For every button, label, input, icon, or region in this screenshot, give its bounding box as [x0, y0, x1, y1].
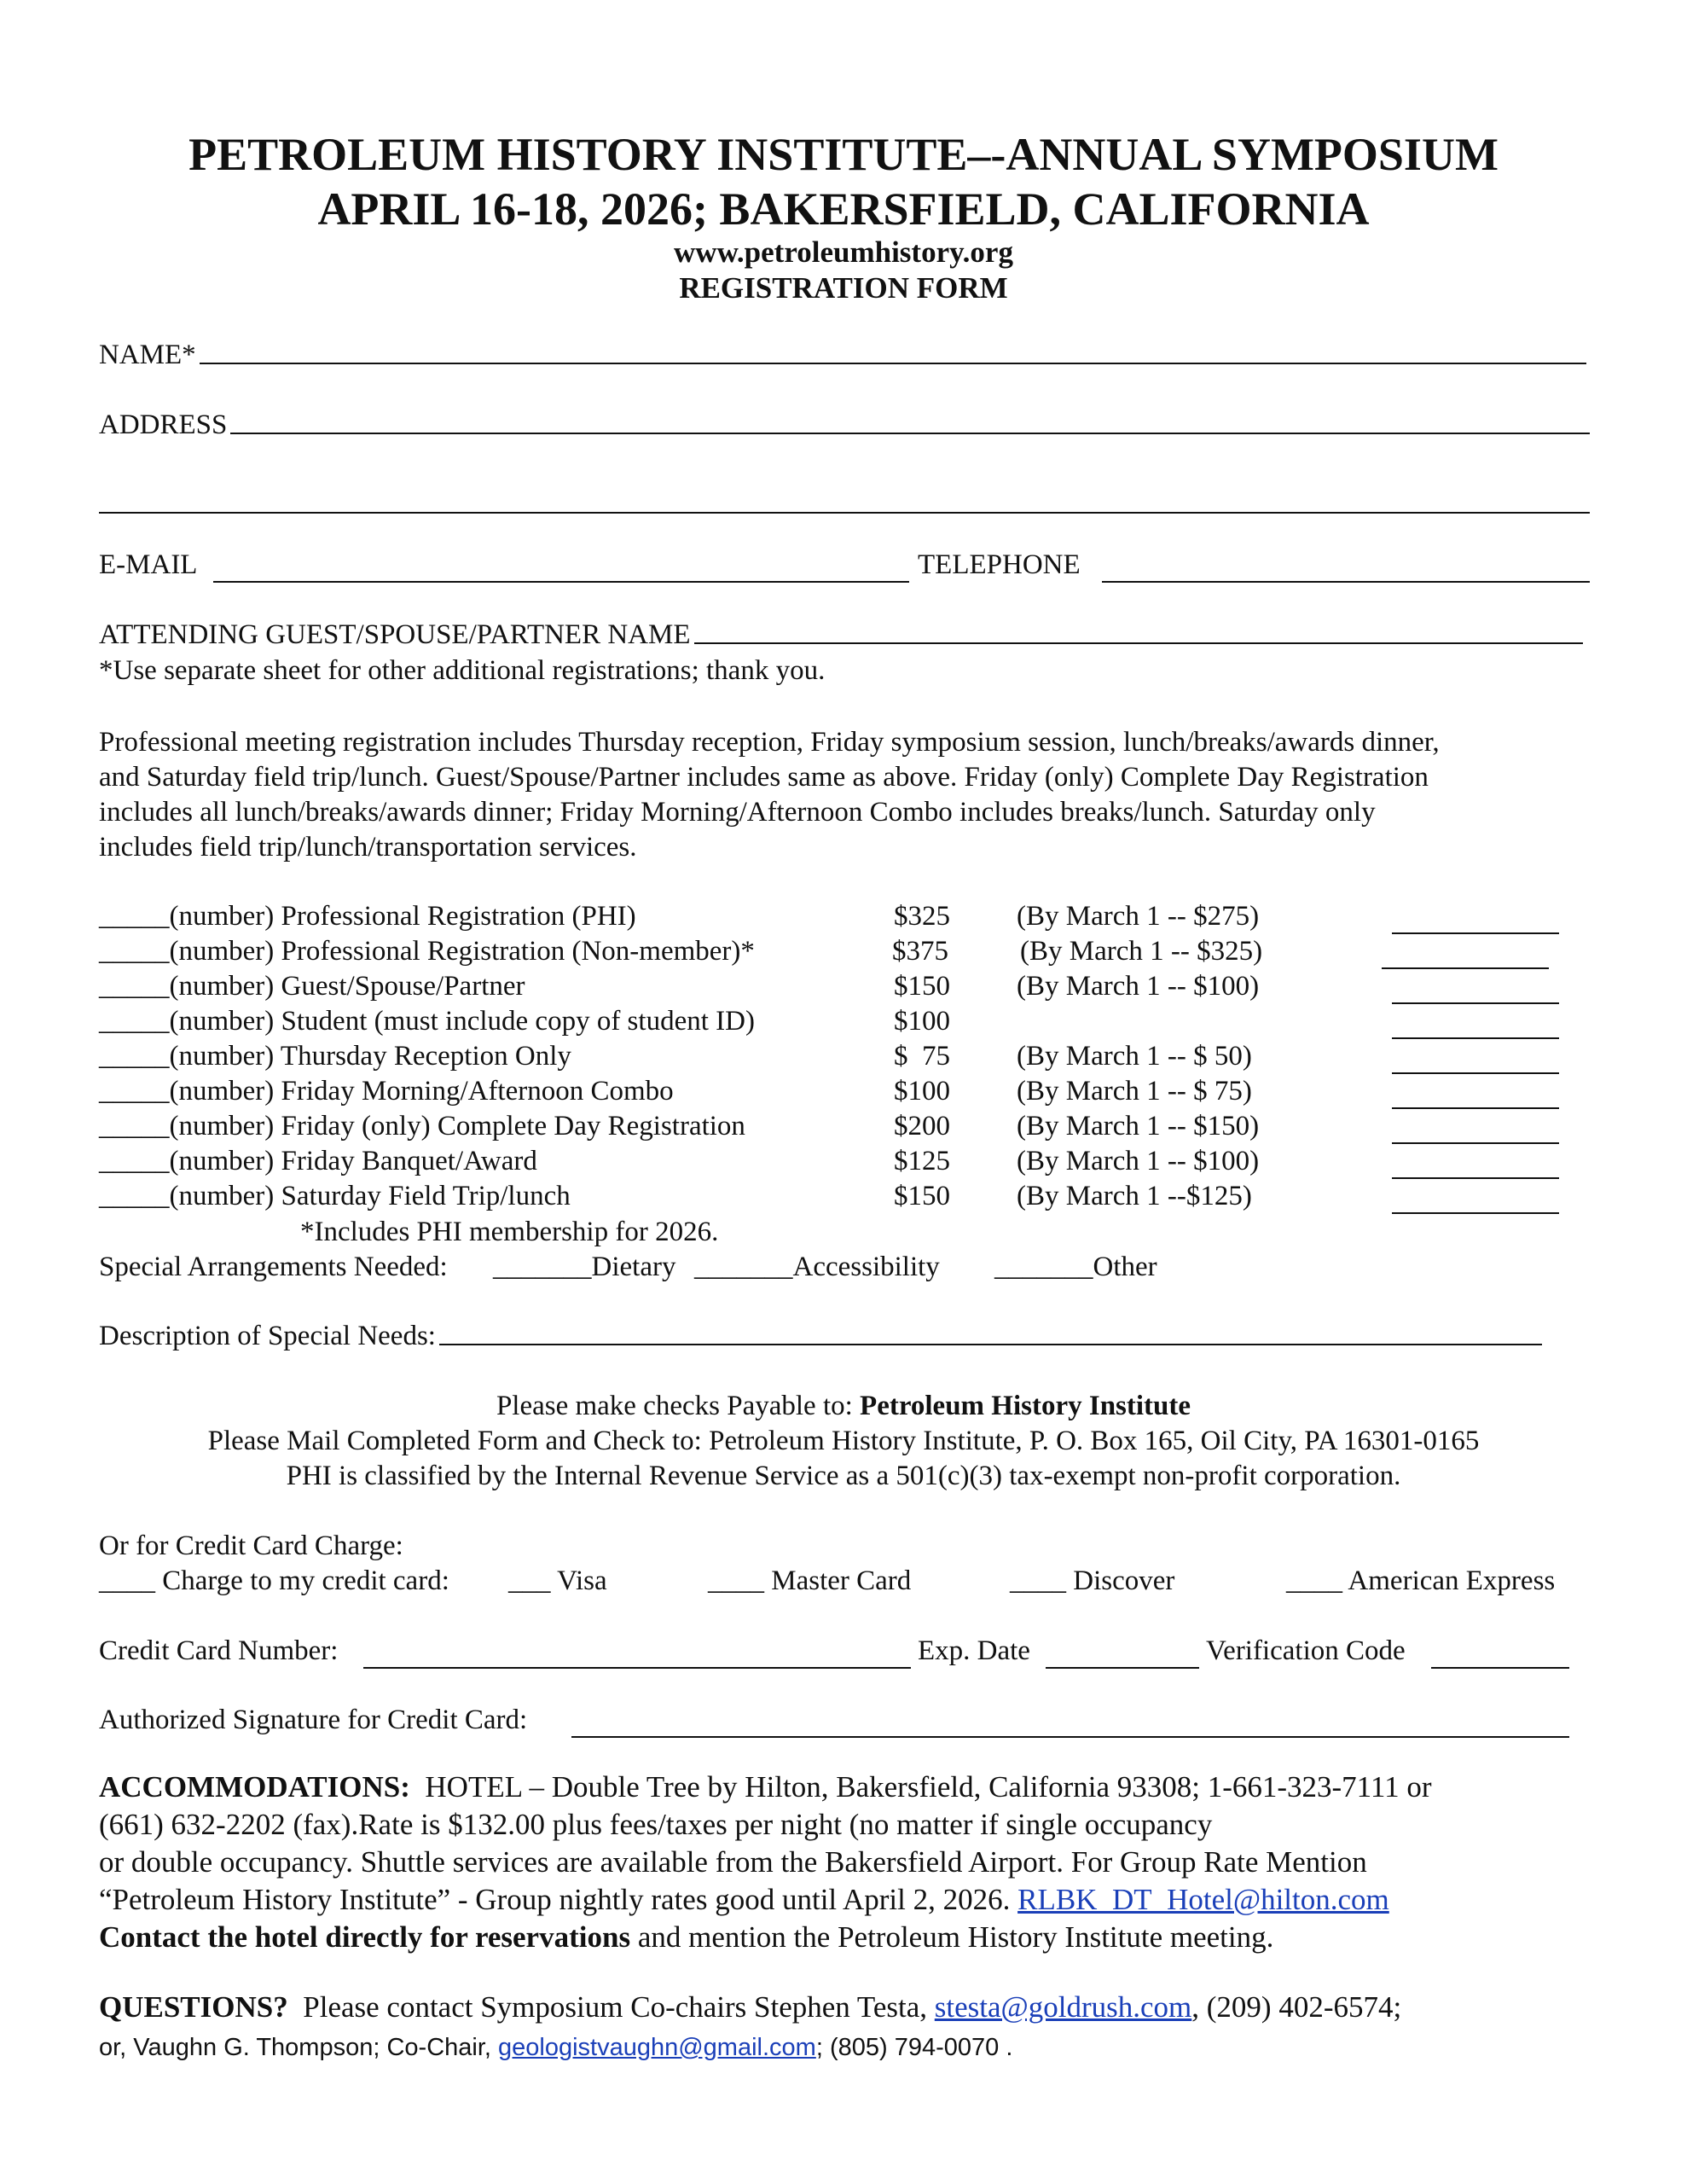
registration-price: $375 — [892, 936, 948, 967]
special-needs-label: Description of Special Needs: — [99, 1321, 436, 1351]
registration-early-price: (By March 1 -- $ 75) — [1017, 1076, 1252, 1107]
address-line[interactable] — [230, 433, 1590, 434]
address-label: ADDRESS — [99, 410, 228, 440]
checks-payee: Petroleum History Institute — [860, 1391, 1191, 1421]
card-number-label: Credit Card Number: — [99, 1635, 339, 1666]
intro-line: includes field trip/lunch/transportation services. — [99, 832, 637, 863]
card-number-line[interactable] — [363, 1667, 911, 1669]
name-field[interactable] — [99, 340, 1586, 371]
registration-early-price: (By March 1 -- $275) — [1017, 901, 1260, 932]
accommodations-line — [99, 1920, 1273, 1955]
visa-option[interactable]: ___ Visa — [508, 1565, 607, 1596]
registration-price: $ 75 — [894, 1041, 950, 1072]
accommodations-line — [99, 1883, 1389, 1917]
contact-hotel-rest: and mention the Petroleum History Institute meeting. — [630, 1920, 1274, 1954]
questions-heading: QUESTIONS? — [99, 1990, 288, 2024]
accommodations-text: “Petroleum History Institute” - Group nightly rates good until April 2, 2026. — [99, 1883, 1018, 1916]
registration-price: $100 — [894, 1006, 950, 1037]
thompson-phone: ; (805) 794-0070 . — [815, 2034, 1013, 2061]
accommodations-text: HOTEL – Double Tree by Hilton, Bakersfield, California 93308; 1-661-323-7111 or — [409, 1770, 1432, 1804]
address-field[interactable] — [99, 410, 1590, 441]
registration-amount-line[interactable] — [1392, 1212, 1559, 1214]
registration-early-price: (By March 1 -- $325) — [1020, 936, 1263, 967]
thompson-text: or, Vaughn G. Thompson; Co-Chair, — [99, 2034, 499, 2061]
special-arrangements-label: Special Arrangements Needed: — [99, 1252, 448, 1282]
email-label: E-MAIL — [99, 549, 198, 580]
registration-label[interactable]: _____(number) Friday Banquet/Award — [99, 1146, 537, 1176]
email-line[interactable] — [213, 581, 909, 583]
membership-note: *Includes PHI membership for 2026. — [300, 1217, 719, 1247]
form-title-line1: PETROLEUM HISTORY INSTITUTE–-ANNUAL SYMPOSIUM — [188, 129, 1499, 180]
registration-amount-line[interactable] — [1382, 967, 1549, 969]
guest-label: ATTENDING GUEST/SPOUSE/PARTNER NAME — [99, 619, 691, 650]
separate-sheet-note: *Use separate sheet for other additional registrations; thank you. — [99, 655, 826, 686]
registration-amount-line[interactable] — [1392, 1037, 1559, 1039]
questions-line-2 — [99, 2034, 1012, 2062]
registration-amount-line[interactable] — [1392, 1177, 1559, 1179]
other-option[interactable]: _______Other — [994, 1252, 1157, 1282]
accommodations-line: or double occupancy. Shuttle services are available from the Bakersfield Airport. For Group Rate Mention — [99, 1845, 1367, 1879]
registration-early-price: (By March 1 --$125) — [1017, 1181, 1252, 1211]
mail-instructions: Please Mail Completed Form and Check to: Petroleum History Institute, P. O. Box 165, Oil City, PA 16301-0165 — [207, 1426, 1480, 1456]
tax-status: PHI is classified by the Internal Revenue Service as a 501(c)(3) tax-exempt non-profit corporation. — [286, 1461, 1401, 1491]
registration-form-title: REGISTRATION FORM — [679, 271, 1008, 305]
registration-early-price: (By March 1 -- $150) — [1017, 1111, 1260, 1141]
form-title-line2: APRIL 16-18, 2026; BAKERSFIELD, CALIFORNIA — [317, 183, 1370, 235]
address-line-2[interactable] — [99, 512, 1590, 514]
registration-early-price: (By March 1 -- $100) — [1017, 1146, 1260, 1176]
website: www.petroleumhistory.org — [674, 235, 1013, 269]
exp-date-label: Exp. Date — [918, 1635, 1030, 1666]
registration-price: $100 — [894, 1076, 950, 1107]
exp-date-line[interactable] — [1046, 1667, 1199, 1669]
testa-phone: , (209) 402-6574; — [1191, 1990, 1402, 2024]
signature-label: Authorized Signature for Credit Card: — [99, 1705, 528, 1735]
questions-text: Please contact Symposium Co-chairs Stephen Testa, — [287, 1990, 935, 2024]
registration-label[interactable]: _____(number) Guest/Spouse/Partner — [99, 971, 525, 1002]
testa-email-link[interactable]: stesta@goldrush.com — [934, 1990, 1192, 2024]
registration-amount-line[interactable] — [1392, 1002, 1559, 1004]
signature-line[interactable] — [571, 1736, 1569, 1738]
registration-amount-line[interactable] — [1392, 932, 1559, 934]
registration-price: $150 — [894, 971, 950, 1002]
accommodations-heading: ACCOMMODATIONS: — [99, 1770, 410, 1804]
thompson-email-link[interactable]: geologistvaughn@gmail.com — [498, 2034, 816, 2061]
telephone-label: TELEPHONE — [918, 549, 1081, 580]
contact-hotel-bold: Contact the hotel directly for reservations — [99, 1920, 631, 1954]
questions-line — [99, 1990, 1401, 2024]
hotel-email-link[interactable]: RLBK_DT_Hotel@hilton.com — [1017, 1883, 1389, 1916]
name-label: NAME* — [99, 340, 196, 370]
checks-prefix: Please make checks Payable to: — [496, 1391, 861, 1421]
accessibility-option[interactable]: _______Accessibility — [694, 1252, 940, 1282]
accommodations-line: (661) 632-2202 (fax).Rate is $132.00 plus fees/taxes per night (no matter if single occupancy — [99, 1808, 1213, 1841]
dietary-option[interactable]: _______Dietary — [493, 1252, 676, 1282]
name-line[interactable] — [200, 363, 1586, 364]
intro-line: includes all lunch/breaks/awards dinner; Friday Morning/Afternoon Combo includes breaks/lunch. Saturday only — [99, 797, 1376, 828]
registration-label[interactable]: _____(number) Student (must include copy of student ID) — [99, 1006, 755, 1037]
registration-amount-line[interactable] — [1392, 1107, 1559, 1109]
registration-label[interactable]: _____(number) Saturday Field Trip/lunch — [99, 1181, 571, 1211]
mastercard-option[interactable]: ____ Master Card — [708, 1565, 912, 1596]
registration-amount-line[interactable] — [1392, 1072, 1559, 1074]
telephone-line[interactable] — [1102, 581, 1590, 583]
special-needs-field[interactable] — [99, 1321, 1542, 1352]
registration-price: $325 — [894, 901, 950, 932]
registration-early-price: (By March 1 -- $ 50) — [1017, 1041, 1252, 1072]
registration-label[interactable]: _____(number) Professional Registration (PHI) — [99, 901, 636, 932]
verification-code-label: Verification Code — [1206, 1635, 1406, 1666]
accommodations-line — [99, 1770, 1431, 1804]
guest-line[interactable] — [694, 642, 1583, 644]
intro-line: Professional meeting registration includes Thursday reception, Friday symposium session, lunch/breaks/awards dinner, — [99, 727, 1440, 758]
guest-field[interactable] — [99, 619, 1583, 651]
verification-code-line[interactable] — [1431, 1667, 1569, 1669]
registration-label[interactable]: _____(number) Thursday Reception Only — [99, 1041, 571, 1072]
checks-payable — [0, 1391, 1687, 1422]
registration-early-price: (By March 1 -- $100) — [1017, 971, 1260, 1002]
registration-amount-line[interactable] — [1392, 1142, 1559, 1144]
discover-option[interactable]: ____ Discover — [1010, 1565, 1175, 1596]
charge-card-option[interactable]: ____ Charge to my credit card: — [99, 1565, 449, 1596]
registration-label[interactable]: _____(number) Friday Morning/Afternoon Combo — [99, 1076, 674, 1107]
registration-label[interactable]: _____(number) Professional Registration (Non-member)* — [99, 936, 755, 967]
registration-price: $150 — [894, 1181, 950, 1211]
amex-option[interactable]: ____ American Express — [1286, 1565, 1556, 1596]
registration-price: $125 — [894, 1146, 950, 1176]
registration-price: $200 — [894, 1111, 950, 1141]
intro-line: and Saturday field trip/lunch. Guest/Spouse/Partner includes same as above. Friday (only) Complete Day Registration — [99, 762, 1429, 793]
special-needs-line[interactable] — [439, 1344, 1542, 1345]
credit-card-intro: Or for Credit Card Charge: — [99, 1531, 403, 1561]
registration-label[interactable]: _____(number) Friday (only) Complete Day Registration — [99, 1111, 745, 1141]
